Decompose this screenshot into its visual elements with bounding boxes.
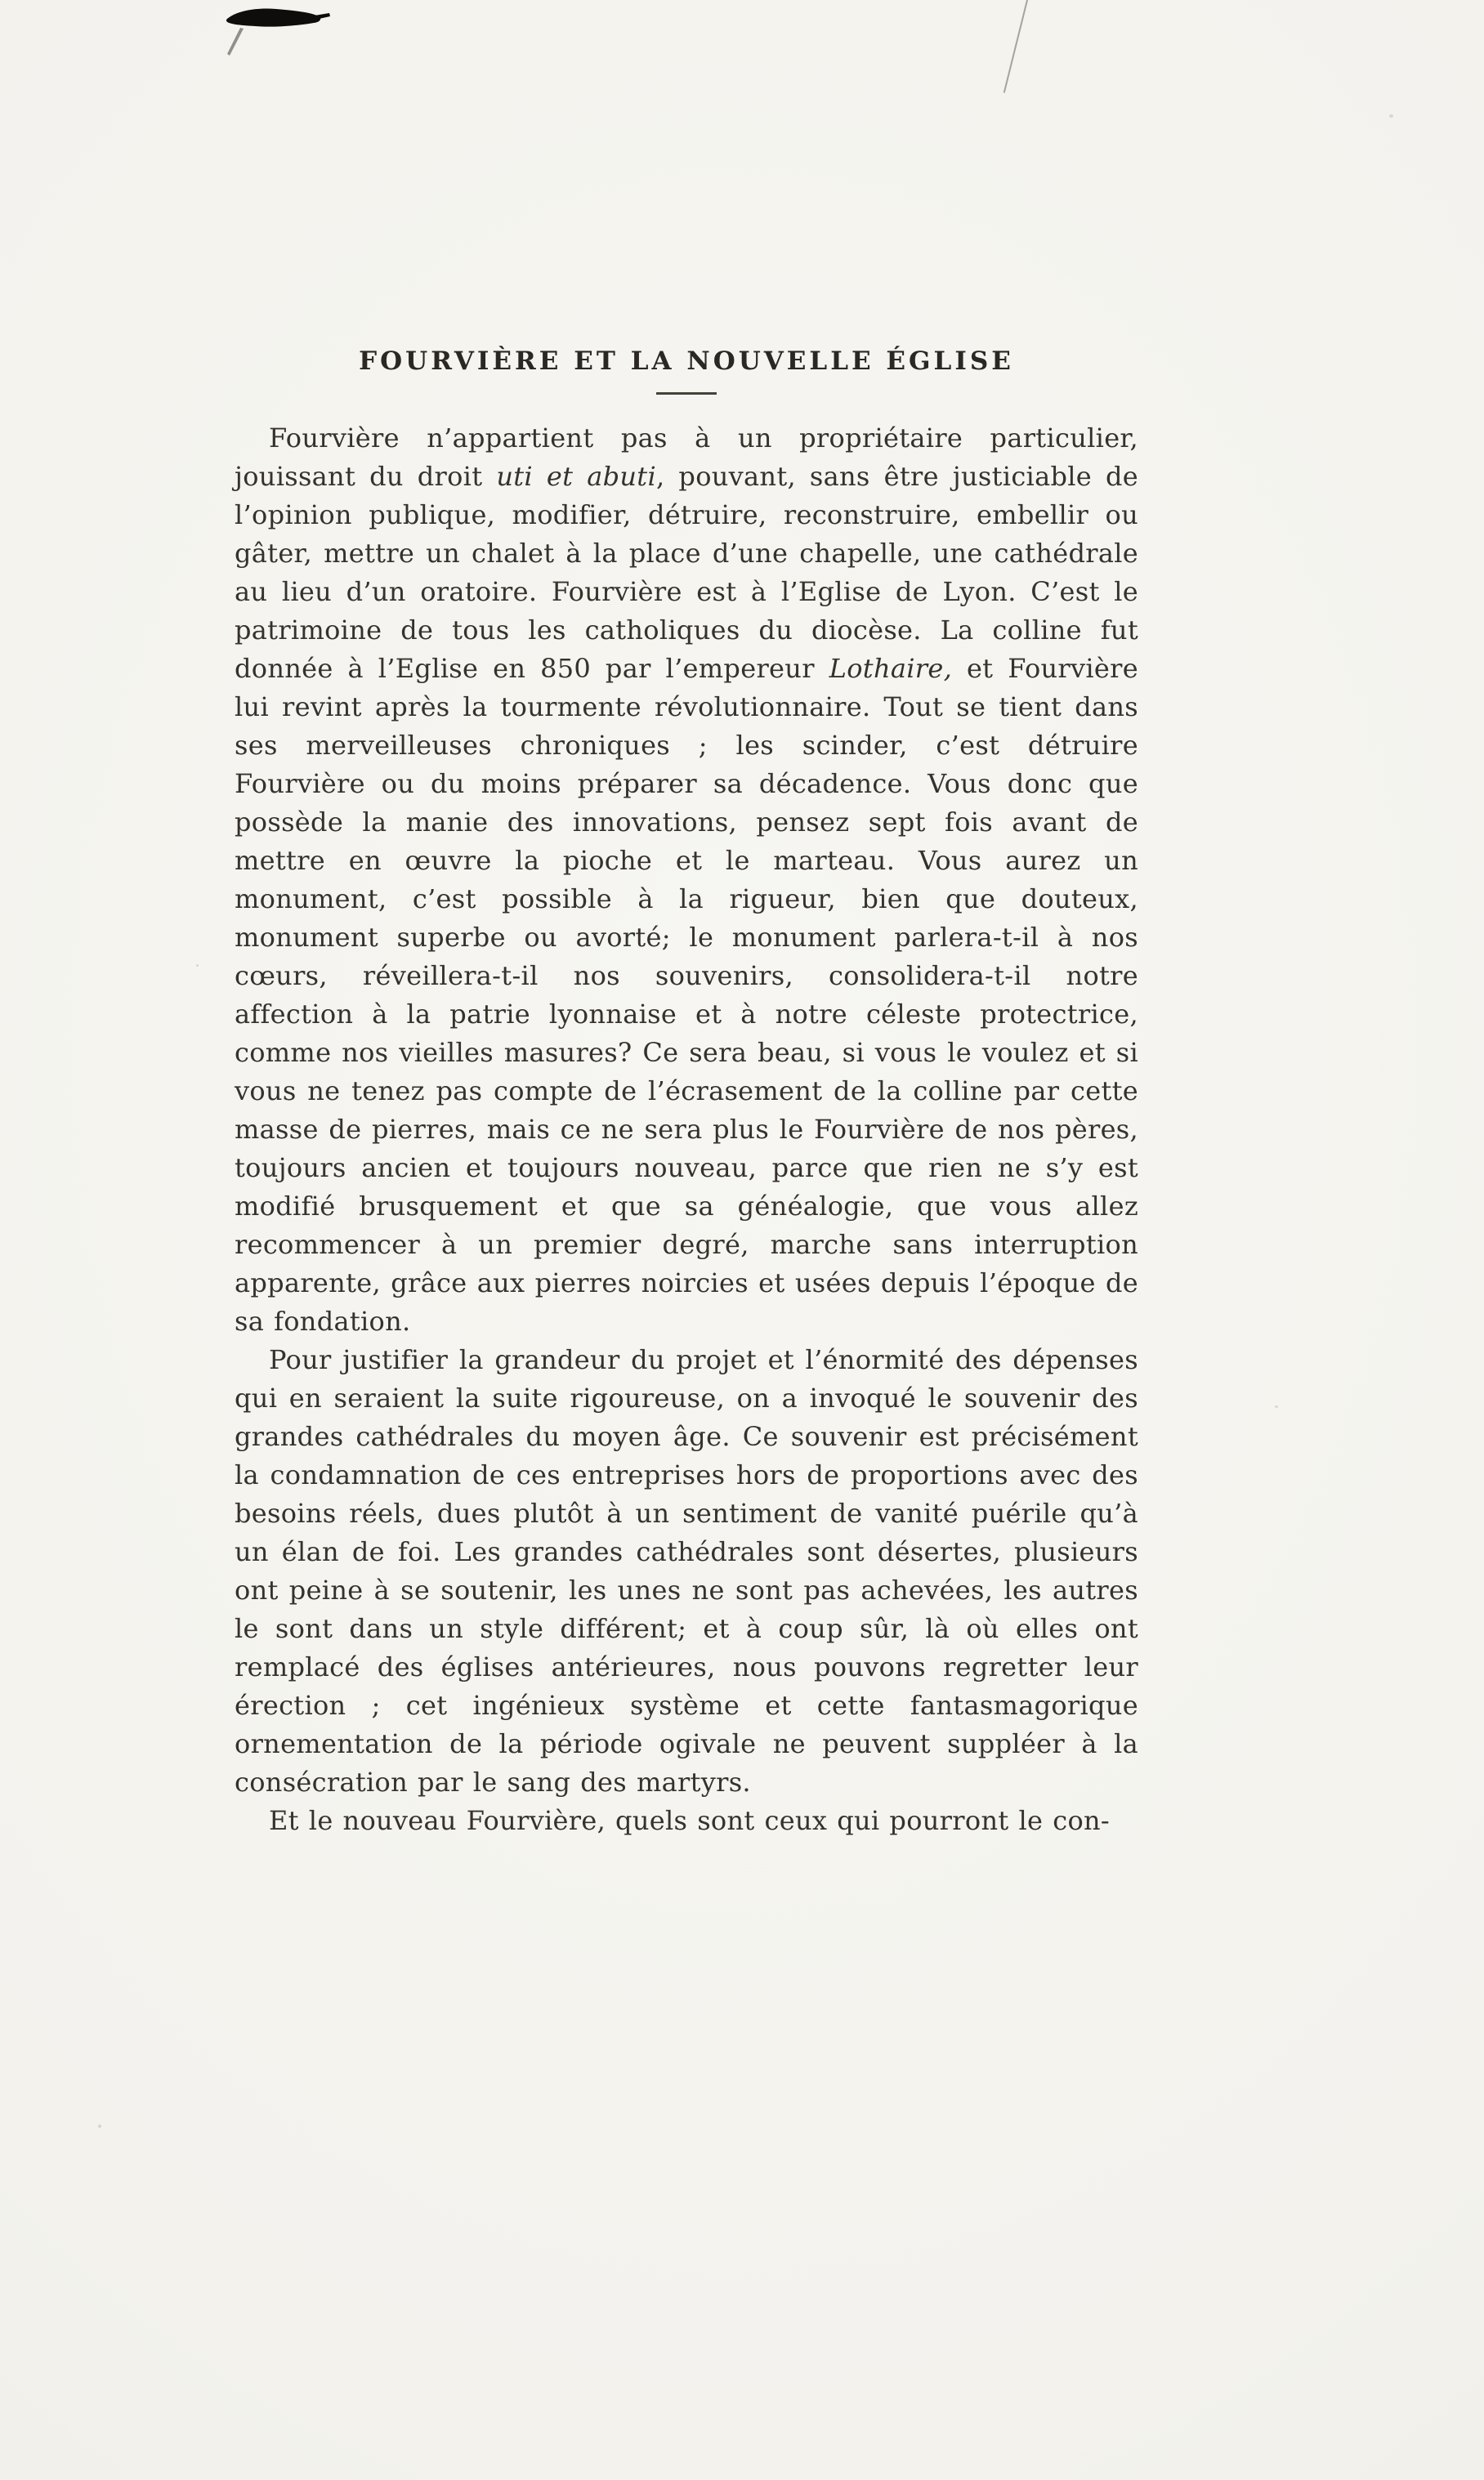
text-run: et Fourvière lui revint après la tourmente révolutionnaire. Tout se tient dans ses merveilleuses chroniques ; les scinder, c’est détruire Fourvière ou du moins préparer sa décadence. Vous donc que possède la manie des innovations, pensez sept fois avant de mettre en œuvre la pioche et le marteau. Vous aurez un monument, c’est possible à la rigueur, bien que douteux, monument superbe ou avorté; le monument parlera-t-il à nos cœurs, réveillera-t-il nos souvenirs, consolidera-t-il notre affection à la patrie lyonnaise et à notre céleste protectrice, comme nos vieilles masures? Ce sera beau, si vous le voulez et si vous ne tenez pas compte de l’écrasement de la colline par cette masse de pierres, mais ce ne sera plus le Fourvière de nos pères, toujours ancien et toujours nouveau, parce que rien ne s’y est modifié brusquement et que sa généalogie, que vous allez recommencer à un premier degré, marche sans interruption apparente, grâce aux pierres noircies et usées depuis l’époque de sa fondation. xyxy=(235,653,1139,1337)
text-run: , pouvant, sans être justiciable de l’opinion publique, modifier, détruire, reconstruire, embellir ou gâter, mettre un chalet à la place d’une chapelle, une cathédrale au lieu d’un oratoire. Fourvière est à l’Eglise de Lyon. C’est le patrimoine de tous les catholiques du diocèse. La colline fut donnée à l’Eglise en 850 par l’empereur xyxy=(235,461,1138,684)
paper-speck xyxy=(1389,114,1393,118)
paper-speck xyxy=(196,964,199,967)
paragraph-1 xyxy=(235,419,1138,1341)
ink-smudge xyxy=(219,3,333,62)
paper-speck xyxy=(98,2125,101,2128)
scratch-artifact xyxy=(1003,0,1030,93)
text-run: Et le nouveau Fourvière, quels sont ceux qui pourront le con- xyxy=(269,1805,1111,1836)
page-title: FOURVIÈRE ET LA NOUVELLE ÉGLISE xyxy=(359,346,1014,376)
text-block xyxy=(235,346,1138,1840)
title-divider xyxy=(656,392,717,395)
text-run: Fourvière n’appartient pas à un propriétaire particulier, jouissant du droit xyxy=(235,422,1138,492)
paper-speck xyxy=(1275,1405,1278,1408)
paragraph-2 xyxy=(235,1341,1138,1802)
body-text xyxy=(235,419,1138,1840)
italic-phrase-lothaire: Lothaire, xyxy=(829,653,953,684)
paragraph-3 xyxy=(235,1802,1138,1840)
text-run: Pour justifier la grandeur du projet et l’énormité des dépenses qui en seraient la suite rigoureuse, on a invoqué le souvenir des grandes cathédrales du moyen âge. Ce souvenir est précisément la condamnation de ces entreprises hors de proportions avec des besoins réels, dues plutôt à un sentiment de vanité puérile qu’à un élan de foi. Les grandes cathédrales sont désertes, plusieurs ont peine à se soutenir, les unes ne sont pas achevées, les autres le sont dans un style différent; et à coup sûr, là où elles ont remplacé des églises antérieures, nous pouvons regretter leur érection ; cet ingénieux système et cette fantasmagorique ornementation de la période ogivale ne peuvent suppléer à la consécration par le sang des martyrs. xyxy=(235,1344,1138,1798)
italic-phrase-uti-et-abuti: uti et abuti xyxy=(496,461,656,492)
